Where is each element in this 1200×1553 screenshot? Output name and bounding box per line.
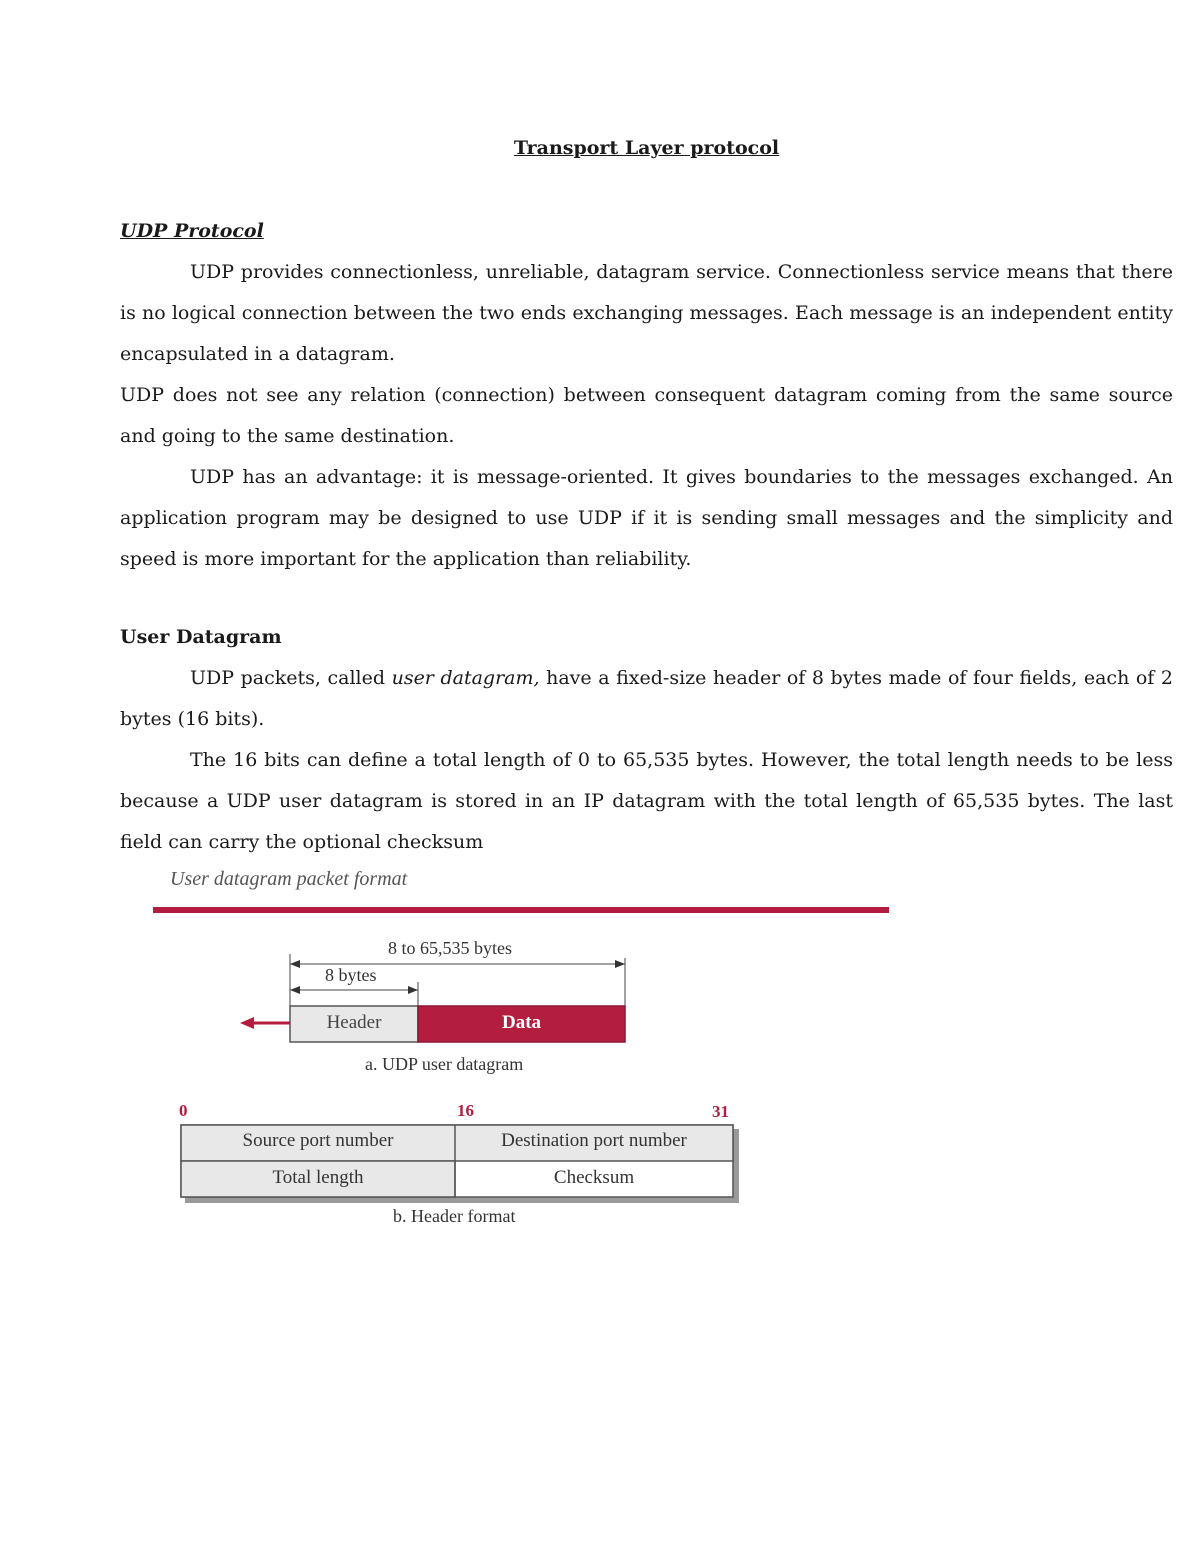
udp-section xyxy=(120,211,1173,580)
total-length-field: Total length xyxy=(272,1167,364,1188)
user-datagram-heading: User Datagram xyxy=(120,626,282,648)
user-datagram-term: user datagram, xyxy=(391,667,540,689)
bit-label-16: 16 xyxy=(457,1101,474,1120)
source-port-field: Source port number xyxy=(242,1130,394,1151)
figure-title: User datagram packet format xyxy=(170,868,408,890)
user-datagram-paragraph-2: The 16 bits can define a total length of 0 to 65,535 bytes. However, the total length needs to be less because a UDP user datagram is stored in an IP datagram with the total length of 65,535 bytes. The last field can carry the optional checksum xyxy=(120,749,1173,853)
user-datagram-section xyxy=(120,617,1173,863)
bit-label-31: 31 xyxy=(712,1102,729,1121)
header-box-label: Header xyxy=(326,1012,382,1033)
checksum-field: Checksum xyxy=(553,1167,635,1188)
destination-port-field: Destination port number xyxy=(501,1130,687,1151)
page-title: Transport Layer protocol xyxy=(513,137,780,159)
bit-label-0: 0 xyxy=(179,1101,188,1120)
udp-datagram-figure xyxy=(150,868,910,1238)
paragraph-text-start: UDP packets, called xyxy=(190,667,392,689)
total-length-label: 8 to 65,535 bytes xyxy=(388,938,512,958)
data-box-label: Data xyxy=(501,1012,542,1033)
header-size-label: 8 bytes xyxy=(325,965,377,985)
udp-section-heading: UDP Protocol xyxy=(120,220,264,242)
caption-header-format: b. Header format xyxy=(393,1206,516,1226)
udp-paragraph-3: UDP has an advantage: it is message-oriented. It gives boundaries to the messages exchanged. An application program may be designed to use UDP if it is sending small messages and the simplicity and speed is more important for the application than reliability. xyxy=(120,466,1173,570)
udp-paragraph-1: UDP provides connectionless, unreliable, datagram service. Connectionless service means that there is no logical connection between the two ends exchanging messages. Each message is an independent entity encapsulated in a datagram. xyxy=(120,261,1173,365)
user-datagram-paragraph-1 xyxy=(120,658,1173,740)
udp-paragraph-2: UDP does not see any relation (connection) between consequent datagram coming from the same source and going to the same destination. xyxy=(120,384,1173,447)
paragraph-text-end: have a fixed-size header of 8 bytes made of four fields, each of 2 bytes (16 bits). xyxy=(120,667,1173,730)
outgoing-arrow-head xyxy=(240,1017,254,1029)
caption-udp-user-datagram: a. UDP user datagram xyxy=(365,1054,524,1074)
